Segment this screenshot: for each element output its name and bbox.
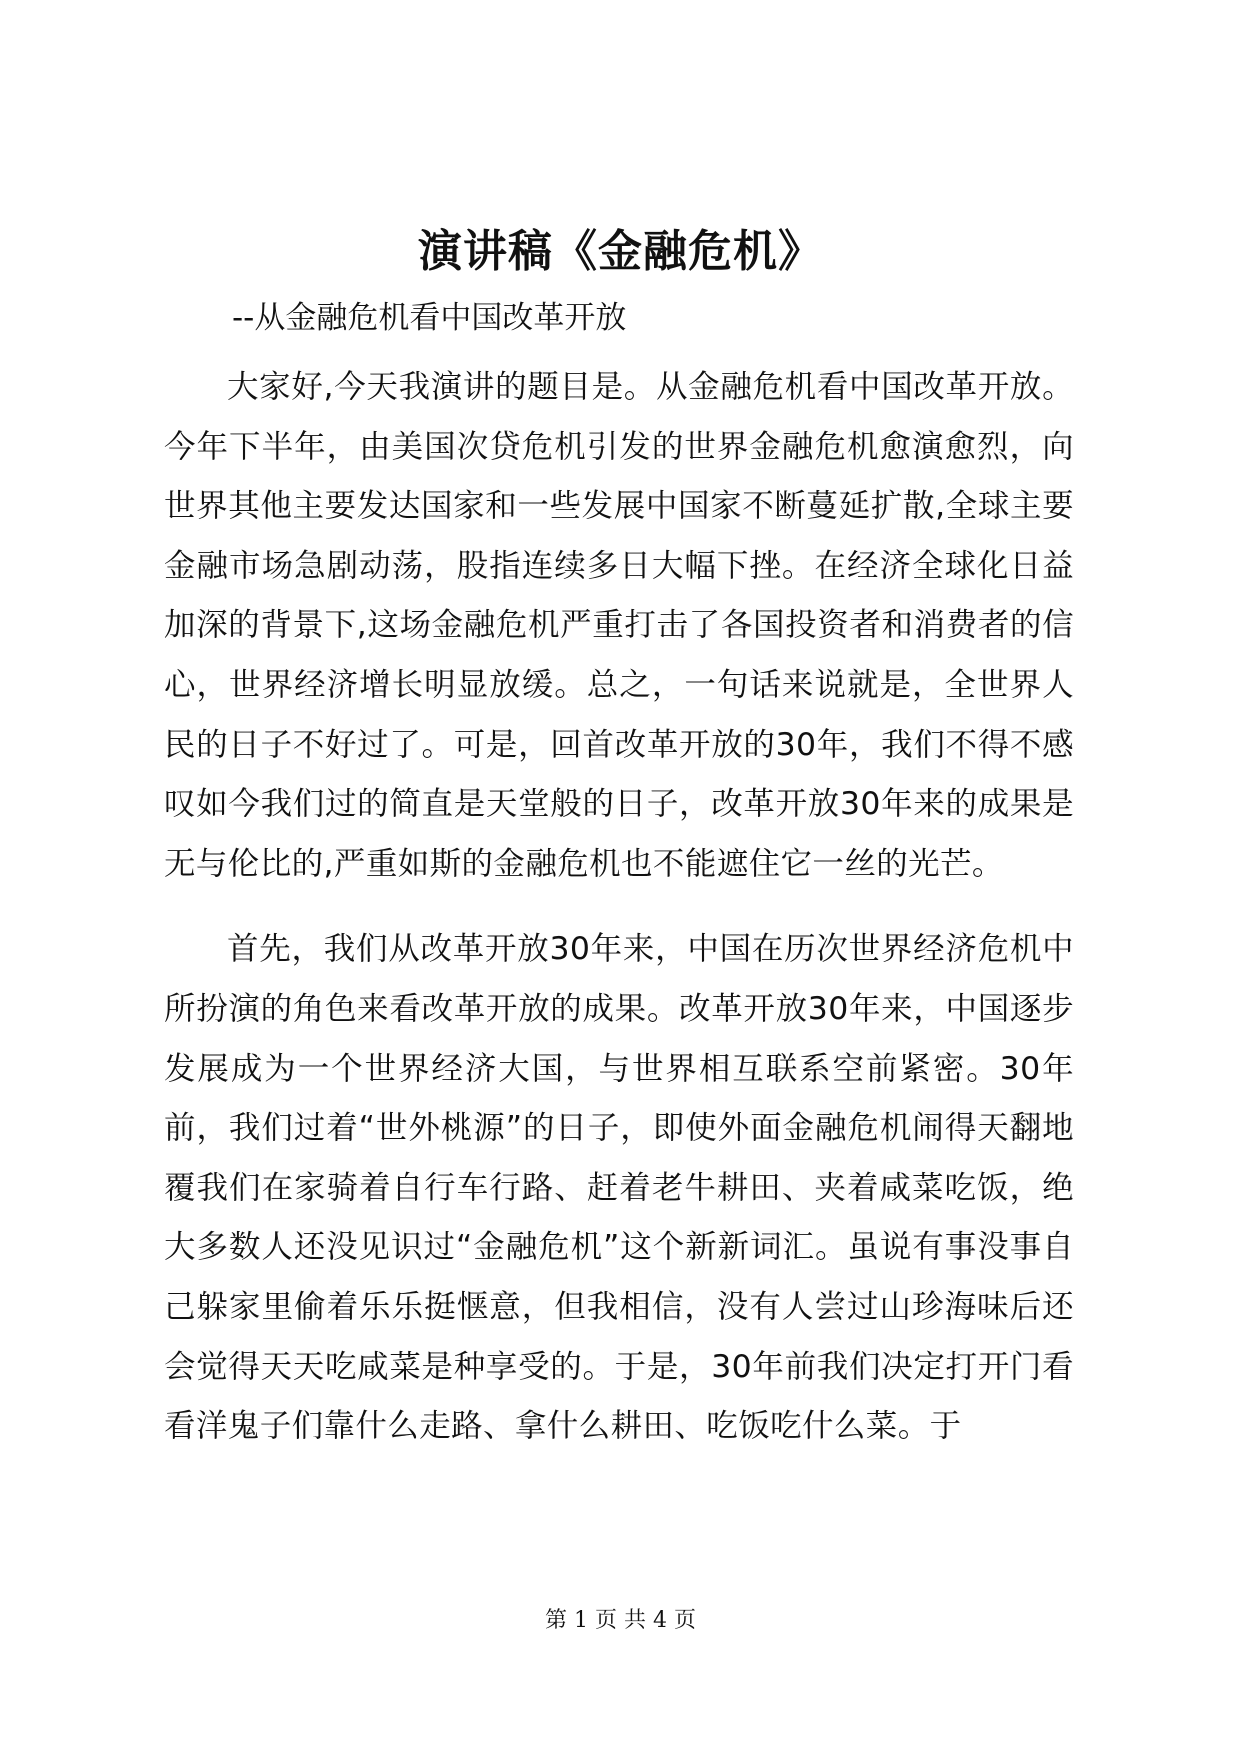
- document-body: [164, 358, 1074, 1483]
- paragraph-1: 大家好,今天我演讲的题目是。从金融危机看中国改革开放。今年下半年，由美国次贷危机引发的世界金融危机愈演愈烈，向世界其他主要发达国家和一些发展中国家不断蔓延扩散,全球主要金融市场急剧动荡，股指连续多日大幅下挫。在经济全球化日益加深的背景下,这场金融危机严重打击了各国投资者和消费者的信心，世界经济增长明显放缓。总之，一句话来说就是，全世界人民的日子不好过了。可是，回首改革开放的30年，我们不得不感叹如今我们过的简直是天堂般的日子，改革开放30年来的成果是无与伦比的,严重如斯的金融危机也不能遮住它一丝的光芒。: [164, 369, 1074, 882]
- page-number-footer: 第 1 页 共 4 页: [545, 1608, 696, 1633]
- paragraph-2: 首先，我们从改革开放30年来，中国在历次世界经济危机中所扮演的角色来看改革开放的成果。改革开放30年来，中国逐步发展成为一个世界经济大国，与世界相互联系空前紧密。30年前，我们过着“世外桃源”的日子，即使外面金融危机闹得天翻地覆我们在家骑着自行车行路、赶着老牛耕田、夹着咸菜吃饭，绝大多数人还没见识过“金融危机”这个新新词汇。虽说有事没事自己躲家里偷着乐乐挺惬意，但我相信，没有人尝过山珍海味后还会觉得天天吃咸菜是种享受的。于是，30年前我们决定打开门看看洋鬼子们靠什么走路、拿什么耕田、吃饭吃什么菜。于: [164, 931, 1074, 1445]
- document-subtitle: --从金融危机看中国改革开放: [232, 300, 627, 336]
- document-title: 演讲稿《金融危机》: [418, 226, 823, 277]
